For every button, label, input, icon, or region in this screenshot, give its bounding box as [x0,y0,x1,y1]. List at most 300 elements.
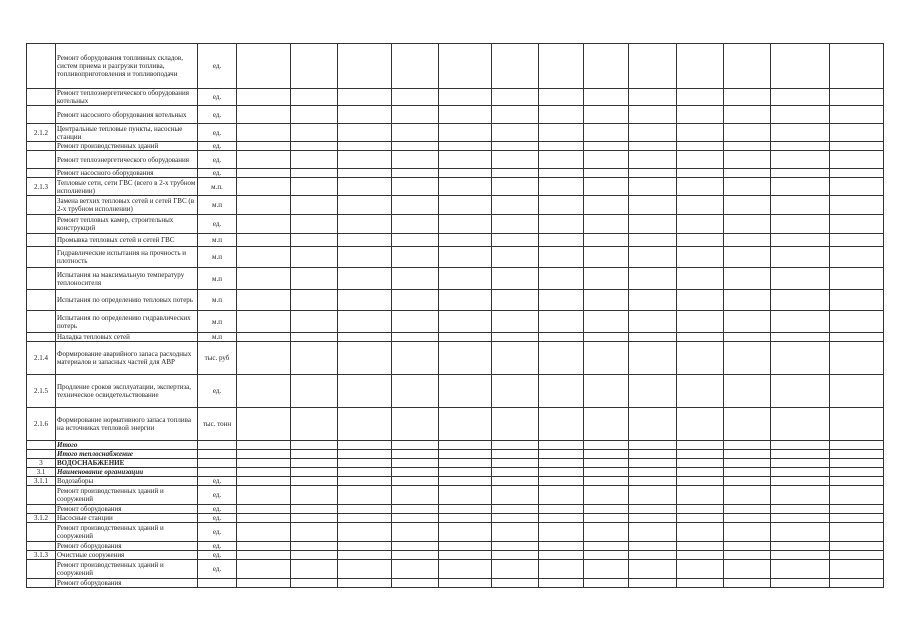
cell-empty [724,408,771,441]
cell-empty [771,215,830,234]
cell-empty [830,523,884,542]
cell-empty [492,579,539,588]
cell-empty [724,151,771,169]
cell-empty [237,342,291,375]
cell-empty [629,551,677,560]
cell-empty [539,468,584,477]
cell-num [27,106,56,124]
cell-empty [677,234,724,247]
cell-empty [830,106,884,124]
cell-empty [291,579,338,588]
cell-empty [539,505,584,514]
table-row [27,523,884,542]
cell-name: Ремонт производственных зданий и сооружений [56,560,198,579]
cell-empty [677,408,724,441]
cell-empty [677,142,724,151]
cell-empty [338,44,392,89]
cell-empty [439,311,492,333]
cell-empty [237,468,291,477]
cell-empty [492,560,539,579]
cell-name: Ремонт теплоэнергетического оборудования котельных [56,89,198,106]
cell-empty [492,247,539,268]
cell-empty [677,333,724,342]
cell-empty [771,311,830,333]
cell-empty [539,486,584,505]
cell-empty [392,375,439,408]
cell-empty [392,551,439,560]
cell-empty [392,234,439,247]
cell-num: 3.1.2 [27,514,56,523]
cell-empty [830,196,884,215]
cell-empty [338,247,392,268]
cell-empty [291,290,338,311]
cell-name: Гидравлические испытания на прочность и плотность [56,247,198,268]
cell-num: 2.1.5 [27,375,56,408]
cell-empty [439,459,492,468]
cell-empty [724,290,771,311]
cell-name: Промывка тепловых сетей и сетей ГВС [56,234,198,247]
cell-name: Замена ветхих тепловых сетей и сетей ГВС (в 2-х трубном исполнении) [56,196,198,215]
cell-empty [338,333,392,342]
cell-empty [539,523,584,542]
cell-unit [198,450,237,459]
cell-name: Очистные сооружения [56,551,198,560]
cell-empty [629,44,677,89]
cell-empty [724,450,771,459]
cell-empty [584,477,629,486]
cell-empty [724,247,771,268]
cell-unit: м.п [198,333,237,342]
cell-unit [198,468,237,477]
cell-empty [830,124,884,142]
cell-empty [439,551,492,560]
cell-empty [439,234,492,247]
cell-empty [291,408,338,441]
table-row [27,106,884,124]
table-row [27,579,884,588]
cell-num [27,268,56,290]
cell-name: Итого [56,441,198,450]
cell-empty [392,441,439,450]
cell-empty [584,450,629,459]
cell-empty [439,477,492,486]
cell-empty [439,106,492,124]
cell-empty [291,142,338,151]
cell-empty [771,450,830,459]
cell-empty [771,542,830,551]
table-row [27,450,884,459]
cell-empty [439,514,492,523]
cell-empty [291,247,338,268]
cell-empty [584,268,629,290]
cell-empty [771,477,830,486]
cell-empty [392,560,439,579]
cell-empty [830,486,884,505]
cell-empty [338,169,392,178]
cell-name: Ремонт насосного оборудования [56,169,198,178]
cell-empty [439,333,492,342]
cell-empty [584,124,629,142]
cell-empty [539,169,584,178]
cell-empty [492,44,539,89]
cell-empty [677,247,724,268]
cell-empty [830,542,884,551]
cell-name: Ремонт производственных зданий и сооружений [56,523,198,542]
cell-empty [830,311,884,333]
cell-empty [677,486,724,505]
cell-empty [771,560,830,579]
cell-empty [392,268,439,290]
cell-empty [724,542,771,551]
cell-empty [291,523,338,542]
cell-empty [677,268,724,290]
cell-empty [677,523,724,542]
cell-empty [439,196,492,215]
cell-num [27,311,56,333]
cell-empty [439,215,492,234]
cell-empty [392,542,439,551]
cell-empty [392,124,439,142]
cell-empty [539,408,584,441]
cell-num [27,215,56,234]
cell-empty [771,441,830,450]
table-row [27,247,884,268]
cell-name: Наименование организации [56,468,198,477]
cell-empty [629,486,677,505]
cell-empty [771,468,830,477]
cell-empty [338,290,392,311]
cell-empty [830,450,884,459]
cell-empty [237,459,291,468]
cell-empty [237,44,291,89]
cell-unit: м.п [198,196,237,215]
table-row [27,196,884,215]
cell-empty [629,106,677,124]
cell-empty [771,408,830,441]
cell-empty [771,106,830,124]
cell-empty [338,89,392,106]
cell-empty [677,551,724,560]
cell-empty [629,375,677,408]
cell-empty [771,523,830,542]
cell-empty [724,560,771,579]
cell-unit: м.п [198,268,237,290]
cell-name: Ремонт оборудования [56,542,198,551]
cell-empty [677,560,724,579]
cell-empty [338,106,392,124]
cell-empty [291,178,338,196]
cell-empty [830,477,884,486]
cell-name: Центральные тепловые пункты, насосные станции [56,124,198,142]
cell-empty [539,579,584,588]
cell-empty [830,268,884,290]
cell-empty [392,579,439,588]
cell-num [27,196,56,215]
cell-name: Ремонт производственных зданий [56,142,198,151]
cell-num [27,234,56,247]
cell-empty [830,215,884,234]
cell-empty [539,142,584,151]
cell-empty [291,268,338,290]
cell-empty [629,124,677,142]
cell-empty [629,560,677,579]
cell-empty [439,486,492,505]
cell-empty [338,342,392,375]
cell-empty [291,551,338,560]
table-row [27,441,884,450]
cell-empty [677,215,724,234]
cell-empty [629,290,677,311]
cell-name: Насосные станции [56,514,198,523]
cell-empty [539,44,584,89]
cell-empty [629,450,677,459]
cell-empty [291,477,338,486]
cell-empty [492,441,539,450]
cell-empty [439,151,492,169]
cell-empty [771,151,830,169]
cell-empty [338,459,392,468]
cell-empty [629,268,677,290]
cell-unit: ед. [198,477,237,486]
cell-unit: ед. [198,151,237,169]
cell-empty [539,106,584,124]
cell-empty [237,215,291,234]
cell-empty [584,523,629,542]
cell-empty [584,178,629,196]
cell-unit: ед. [198,560,237,579]
cell-name: Ремонт тепловых камер, строительных конструкций [56,215,198,234]
table-row [27,151,884,169]
cell-empty [677,542,724,551]
cell-empty [584,375,629,408]
table-row [27,342,884,375]
cell-empty [724,311,771,333]
cell-empty [338,542,392,551]
cell-empty [492,459,539,468]
table-row [27,560,884,579]
cell-empty [584,44,629,89]
cell-empty [439,89,492,106]
cell-empty [584,215,629,234]
cell-empty [237,542,291,551]
cell-empty [492,124,539,142]
cell-empty [830,44,884,89]
table-row [27,333,884,342]
cell-empty [392,169,439,178]
cell-empty [392,505,439,514]
cell-empty [724,468,771,477]
cell-empty [584,234,629,247]
cell-empty [677,89,724,106]
cell-empty [291,486,338,505]
cell-name: Итого теплоснабжение [56,450,198,459]
cell-empty [338,468,392,477]
cell-empty [539,311,584,333]
cell-unit: ед. [198,215,237,234]
cell-empty [629,542,677,551]
cell-empty [584,333,629,342]
cell-unit: м.п [198,290,237,311]
cell-num [27,333,56,342]
cell-empty [724,486,771,505]
cell-empty [724,514,771,523]
cell-empty [629,333,677,342]
cell-unit: м.п [198,234,237,247]
cell-empty [492,151,539,169]
cell-name: Ремонт теплоэнергетического оборудования [56,151,198,169]
cell-empty [492,196,539,215]
cell-empty [771,247,830,268]
cell-empty [539,441,584,450]
cell-empty [291,196,338,215]
cell-num [27,89,56,106]
cell-empty [539,215,584,234]
cell-empty [237,514,291,523]
cell-empty [677,468,724,477]
cell-empty [338,486,392,505]
cell-empty [338,523,392,542]
cell-empty [771,579,830,588]
cell-empty [677,290,724,311]
cell-empty [629,247,677,268]
cell-empty [492,514,539,523]
cell-empty [677,579,724,588]
cell-empty [724,169,771,178]
cell-empty [291,234,338,247]
cell-empty [539,514,584,523]
cell-empty [771,375,830,408]
cell-empty [338,477,392,486]
cell-empty [584,247,629,268]
cell-empty [629,477,677,486]
cell-empty [724,579,771,588]
cell-empty [439,247,492,268]
cell-empty [677,178,724,196]
cell-empty [830,579,884,588]
cell-empty [724,215,771,234]
cell-empty [392,459,439,468]
cell-empty [539,268,584,290]
cell-name: Тепловые сети, сети ГВС (всего в 2-х трубном исполнении) [56,178,198,196]
cell-empty [629,505,677,514]
cell-empty [291,441,338,450]
cell-empty [677,441,724,450]
cell-unit: ед. [198,523,237,542]
cell-empty [237,196,291,215]
cell-name: Ремонт оборудования [56,579,198,588]
cell-empty [492,169,539,178]
cell-empty [492,268,539,290]
cell-empty [771,178,830,196]
cell-empty [237,268,291,290]
cell-empty [539,542,584,551]
cell-num [27,560,56,579]
cell-empty [439,142,492,151]
cell-empty [539,290,584,311]
cell-empty [677,505,724,514]
cell-empty [539,89,584,106]
cell-unit [198,579,237,588]
cell-empty [584,408,629,441]
cell-empty [392,196,439,215]
cell-empty [629,408,677,441]
cell-empty [291,505,338,514]
cell-empty [830,142,884,151]
cell-empty [629,196,677,215]
cell-empty [584,486,629,505]
cell-unit: ед. [198,486,237,505]
cell-num [27,290,56,311]
cell-empty [291,450,338,459]
cell-empty [830,408,884,441]
cell-empty [392,333,439,342]
cell-empty [830,169,884,178]
cell-empty [237,89,291,106]
cell-empty [338,178,392,196]
cell-empty [629,468,677,477]
cell-num: 3 [27,459,56,468]
cell-num [27,579,56,588]
table-row [27,311,884,333]
cell-empty [338,551,392,560]
cell-empty [584,542,629,551]
cell-empty [629,234,677,247]
cell-empty [830,375,884,408]
cell-empty [724,333,771,342]
cell-empty [539,560,584,579]
cell-empty [439,375,492,408]
cell-num [27,247,56,268]
cell-empty [338,268,392,290]
cell-unit: ед. [198,44,237,89]
cell-empty [392,486,439,505]
cell-empty [237,579,291,588]
cell-empty [539,333,584,342]
cell-empty [492,486,539,505]
cell-empty [724,44,771,89]
cell-empty [392,311,439,333]
cell-empty [392,342,439,375]
cell-empty [338,151,392,169]
cell-num: 3.1.1 [27,477,56,486]
cell-empty [584,290,629,311]
cell-empty [291,542,338,551]
table-row [27,514,884,523]
table-row [27,268,884,290]
cell-empty [392,151,439,169]
cell-empty [724,89,771,106]
cell-empty [338,560,392,579]
cell-empty [584,196,629,215]
cell-empty [584,459,629,468]
cell-empty [830,89,884,106]
cell-empty [237,450,291,459]
cell-name: Наладка тепловых сетей [56,333,198,342]
cell-name: Водозаборы [56,477,198,486]
cell-empty [338,124,392,142]
cell-empty [237,441,291,450]
table-row [27,505,884,514]
cell-num [27,142,56,151]
cell-empty [584,441,629,450]
cell-empty [338,579,392,588]
cell-unit: ед. [198,514,237,523]
cell-empty [291,560,338,579]
cell-empty [338,408,392,441]
cell-empty [584,551,629,560]
table-row [27,234,884,247]
cell-name: Формирование нормативного запаса топлива на источниках тепловой энергии [56,408,198,441]
